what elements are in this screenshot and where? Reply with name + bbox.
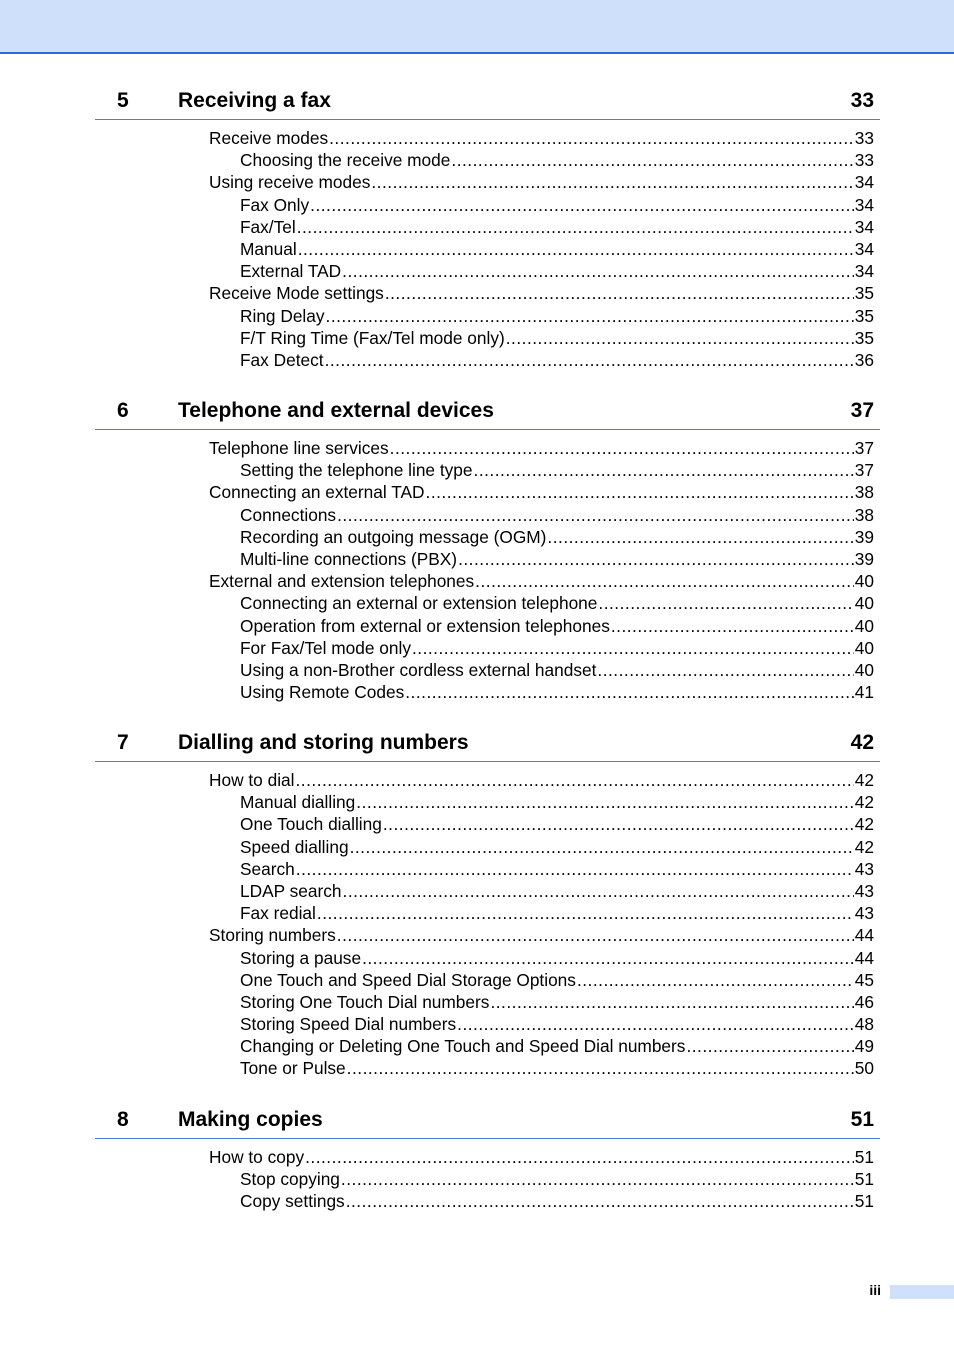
toc-entry-page: 42 [854, 770, 874, 790]
chapter-heading[interactable] [95, 731, 880, 762]
toc-entry-page: 34 [854, 216, 874, 237]
toc-entry-title: Storing One Touch Dial numbers [240, 991, 490, 1012]
toc-entry-title: For Fax/Tel mode only [240, 637, 411, 658]
toc-entry-page: 43 [854, 858, 874, 879]
dot-leader [426, 481, 854, 503]
dot-leader [598, 592, 853, 614]
toc-entry[interactable] [209, 769, 880, 791]
chapter-7-section [95, 731, 880, 1080]
toc-subentry[interactable] [240, 1057, 880, 1079]
toc-entry[interactable] [209, 171, 880, 193]
toc-entry-title: Tone or Pulse [240, 1058, 346, 1079]
header-band [0, 0, 954, 54]
chapter-number: 7 [117, 731, 129, 754]
toc-entry-title: Search [240, 858, 295, 879]
dot-leader [490, 991, 853, 1013]
toc-entry-title: Fax/Tel [240, 216, 296, 237]
dot-leader [390, 437, 854, 459]
chapter-title: Receiving a fax [178, 89, 331, 112]
dot-leader [362, 947, 854, 969]
toc-entry-title: Fax redial [240, 903, 316, 924]
toc-subentry[interactable] [240, 791, 880, 813]
toc-entry-title: Manual [240, 238, 297, 259]
toc-entry-title: How to copy [209, 1147, 305, 1167]
toc-subentry[interactable] [240, 592, 880, 614]
toc-entry-title: Storing numbers [209, 925, 336, 946]
toc-entry-title: Ring Delay [240, 305, 325, 326]
toc-entry-page: 41 [854, 682, 874, 703]
chapter-5-section [95, 89, 880, 371]
toc-entry-title: Storing Speed Dial numbers [240, 1014, 457, 1035]
toc-entry-page: 40 [854, 615, 874, 636]
toc-entry[interactable] [209, 437, 880, 459]
toc-entry-page: 33 [854, 150, 874, 171]
toc-entry-title: Choosing the receive mode [240, 150, 451, 171]
chapter-number: 6 [117, 399, 129, 422]
toc-entry-page: 37 [854, 438, 874, 458]
toc-entry-page: 45 [854, 969, 874, 990]
dot-leader [326, 305, 854, 327]
toc-subentry[interactable] [240, 216, 880, 238]
toc-subentry[interactable] [240, 238, 880, 260]
toc-entry-page: 40 [854, 571, 874, 592]
dot-leader [474, 459, 854, 481]
page-tab-marker [890, 1285, 954, 1299]
toc-entry-page: 43 [854, 880, 874, 901]
toc-entry-title: Storing a pause [240, 947, 362, 968]
dot-leader [347, 1057, 854, 1079]
toc-subentry[interactable] [240, 349, 880, 371]
toc-entry-title: Setting the telephone line type [240, 460, 473, 481]
chapter-heading[interactable] [95, 1108, 880, 1139]
dot-leader [457, 1013, 854, 1035]
chapter-heading[interactable] [95, 399, 880, 430]
toc-entry-title: Connecting an external or extension telephone [240, 593, 598, 614]
toc-subentry[interactable] [240, 813, 880, 835]
toc-entry-page: 34 [854, 172, 874, 193]
toc-entry-page: 42 [854, 814, 874, 835]
dot-leader [298, 238, 854, 260]
dot-leader [343, 880, 854, 902]
toc-subentry[interactable] [240, 1013, 880, 1035]
toc-entry-title: F/T Ring Time (Fax/Tel mode only) [240, 327, 505, 348]
dot-leader [686, 1035, 853, 1057]
toc-entry-title: Operation from external or extension telephones [240, 615, 610, 636]
dot-leader [458, 548, 854, 570]
dot-leader [383, 813, 854, 835]
toc-entry-page: 42 [854, 792, 874, 813]
chapter-number: 5 [117, 89, 129, 112]
dot-leader [350, 836, 854, 858]
toc-subentry[interactable] [240, 969, 880, 991]
toc-entry-page: 48 [854, 1014, 874, 1035]
chapter-title: Making copies [178, 1108, 323, 1131]
toc-entry-title: Connections [240, 504, 337, 525]
toc-subentry[interactable] [240, 260, 880, 282]
dot-leader [310, 194, 854, 216]
toc-subentry[interactable] [240, 615, 880, 637]
toc-entry-page: 40 [854, 659, 874, 680]
toc-subentry[interactable] [240, 149, 880, 171]
toc-subentry[interactable] [240, 194, 880, 216]
toc-entry-page: 34 [854, 261, 874, 282]
dot-leader [296, 858, 854, 880]
dot-leader [305, 1146, 854, 1168]
dot-leader [296, 769, 854, 791]
toc-entry-page: 33 [854, 128, 874, 148]
dot-leader [577, 969, 854, 991]
toc-entry[interactable] [209, 282, 880, 304]
toc-subentry[interactable] [240, 836, 880, 858]
toc-entry-page: 51 [854, 1169, 874, 1190]
toc-entry-page: 38 [854, 504, 874, 525]
toc-entry-list [95, 769, 880, 1080]
toc-entry-page: 36 [854, 349, 874, 370]
toc-entry-page: 51 [854, 1191, 874, 1212]
toc-entry-title: Manual dialling [240, 792, 356, 813]
toc-entry-page: 50 [854, 1058, 874, 1079]
toc-subentry[interactable] [240, 858, 880, 880]
toc-entry-page: 40 [854, 593, 874, 614]
toc-entry-title: Multi-line connections (PBX) [240, 548, 458, 569]
dot-leader [506, 327, 854, 349]
chapter-page-number: 33 [850, 89, 874, 112]
toc-entry-page: 35 [854, 327, 874, 348]
dot-leader [412, 637, 854, 659]
dot-leader [342, 260, 854, 282]
toc-entry-page: 35 [854, 283, 874, 304]
toc-subentry[interactable] [240, 681, 880, 703]
dot-leader [451, 149, 853, 171]
toc-entry-title: Using a non-Brother cordless external handset [240, 659, 597, 680]
toc-entry-title: Fax Detect [240, 349, 324, 370]
toc-entry[interactable] [209, 570, 880, 592]
toc-entry-page: 34 [854, 194, 874, 215]
toc-entry-page: 49 [854, 1036, 874, 1057]
toc-entry[interactable] [209, 127, 880, 149]
toc-subentry[interactable] [240, 902, 880, 924]
toc-subentry[interactable] [240, 1168, 880, 1190]
dot-leader [385, 282, 854, 304]
toc-entry-title: Using Remote Codes [240, 682, 405, 703]
toc-entry-title: One Touch dialling [240, 814, 382, 835]
dot-leader [597, 659, 853, 681]
toc-entry-page: 38 [854, 482, 874, 503]
toc-subentry[interactable] [240, 637, 880, 659]
toc-subentry[interactable] [240, 459, 880, 481]
chapter-heading[interactable] [95, 89, 880, 120]
toc-entry-title: Changing or Deleting One Touch and Speed Dial numbers [240, 1036, 686, 1057]
toc-subentry[interactable] [240, 548, 880, 570]
dot-leader [371, 171, 853, 193]
toc-entry-title: One Touch and Speed Dial Storage Options [240, 969, 576, 990]
dot-leader [329, 127, 854, 149]
toc-subentry[interactable] [240, 947, 880, 969]
toc-subentry[interactable] [240, 1035, 880, 1057]
chapter-number: 8 [117, 1108, 129, 1131]
toc-entry-page: 39 [854, 526, 874, 547]
toc-subentry[interactable] [240, 991, 880, 1013]
dot-leader [297, 216, 854, 238]
dot-leader [325, 349, 854, 371]
toc-subentry[interactable] [240, 305, 880, 327]
chapter-page-number: 51 [850, 1108, 874, 1131]
toc-entry-page: 43 [854, 903, 874, 924]
toc-entry-list [95, 437, 880, 703]
toc-entry-page: 42 [854, 836, 874, 857]
dot-leader [317, 902, 854, 924]
toc-entry-page: 51 [854, 1147, 874, 1167]
dot-leader [356, 791, 853, 813]
toc-entry-page: 40 [854, 637, 874, 658]
toc-subentry[interactable] [240, 1190, 880, 1212]
chapter-8-section [95, 1108, 880, 1213]
toc-entry-title: Stop copying [240, 1169, 340, 1190]
toc-subentry[interactable] [240, 504, 880, 526]
toc-entry-title: Recording an outgoing message (OGM) [240, 526, 547, 547]
toc-entry-title: Copy settings [240, 1191, 345, 1212]
toc-entry-page: 35 [854, 305, 874, 326]
dot-leader [337, 504, 854, 526]
toc-entry-page: 44 [854, 947, 874, 968]
dot-leader [337, 924, 854, 946]
dot-leader [475, 570, 854, 592]
toc-entry-title: Connecting an external TAD [209, 482, 425, 503]
toc-entry-page: 46 [854, 991, 874, 1012]
chapter-title: Telephone and external devices [178, 399, 494, 422]
dot-leader [547, 526, 853, 548]
toc-entry-title: External and extension telephones [209, 571, 475, 592]
toc-entry-title: Receive modes [209, 128, 329, 148]
page-number: iii [869, 1282, 881, 1298]
toc-entry-list [95, 1146, 880, 1213]
dot-leader [341, 1168, 854, 1190]
toc-subentry[interactable] [240, 526, 880, 548]
chapter-title: Dialling and storing numbers [178, 731, 469, 754]
dot-leader [405, 681, 854, 703]
toc-entry-title: External TAD [240, 261, 342, 282]
toc-subentry[interactable] [240, 327, 880, 349]
toc-entry-title: Using receive modes [209, 172, 371, 193]
toc-entry-page: 37 [854, 460, 874, 481]
dot-leader [611, 615, 854, 637]
toc-entry-title: Fax Only [240, 194, 310, 215]
toc-entry-list [95, 127, 880, 371]
toc-entry-page: 44 [854, 925, 874, 946]
toc-entry-page: 39 [854, 548, 874, 569]
toc-entry-page: 34 [854, 238, 874, 259]
toc-entry[interactable] [209, 481, 880, 503]
chapter-page-number: 42 [850, 731, 874, 754]
toc-subentry[interactable] [240, 659, 880, 681]
toc-entry-title: How to dial [209, 770, 295, 790]
toc-entry-title: Speed dialling [240, 836, 349, 857]
toc-entry-title: Receive Mode settings [209, 283, 384, 304]
chapter-page-number: 37 [850, 399, 874, 422]
toc-entry-title: LDAP search [240, 880, 342, 901]
toc-entry[interactable] [209, 924, 880, 946]
toc-entry-title: Telephone line services [209, 438, 389, 458]
toc-subentry[interactable] [240, 880, 880, 902]
toc-entry[interactable] [209, 1146, 880, 1168]
chapter-6-section [95, 399, 880, 703]
dot-leader [346, 1190, 854, 1212]
